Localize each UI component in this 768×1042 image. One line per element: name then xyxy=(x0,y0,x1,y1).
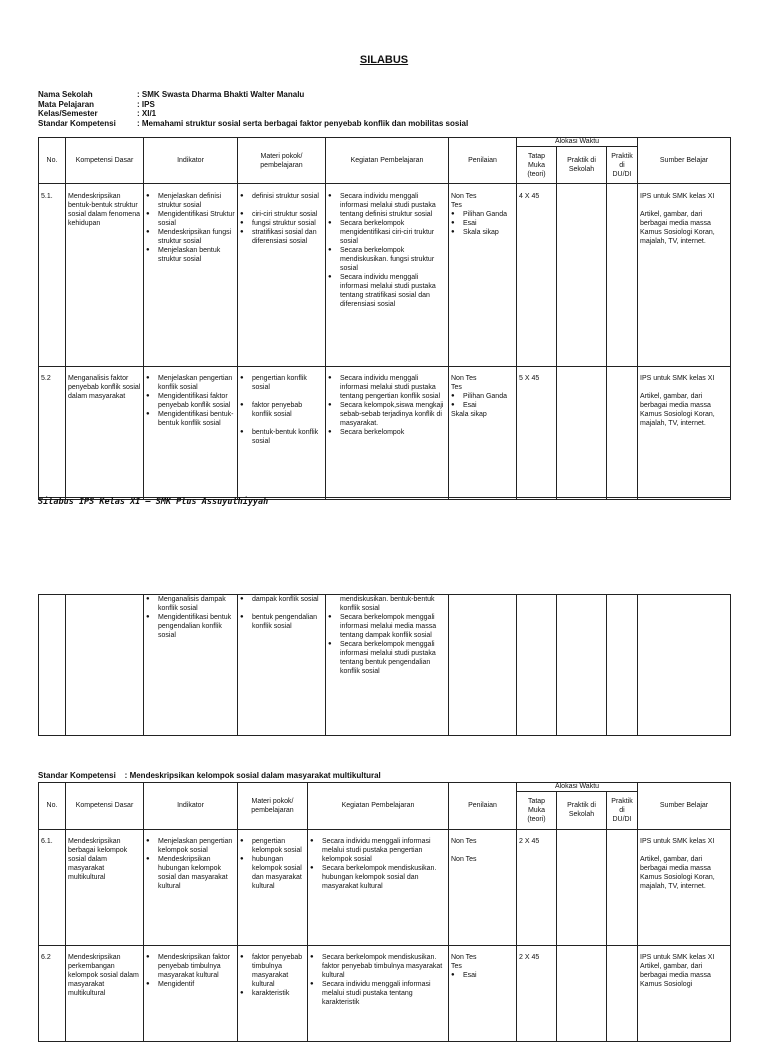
cell-kegiatan xyxy=(326,367,449,500)
list-item: ● Menjelaskan pengertian konflik sosial xyxy=(146,374,235,392)
header-no: No. xyxy=(39,138,66,184)
list-item: ● fungsi struktur sosial xyxy=(240,219,323,228)
cell-indikator xyxy=(144,829,238,945)
header-praktik-dudi: Praktik di DU/DI xyxy=(607,792,638,829)
cell-tatap: 4 X 45 xyxy=(517,184,557,367)
list-item: ● Secara individu menggali informasi melalui studi pustaka tentang stratifikasi sosial dan diferensiasi sosial xyxy=(328,273,446,309)
header-penilaian: Penilaian xyxy=(449,783,517,830)
source-text: IPS untuk SMK kelas XI xyxy=(640,375,715,382)
school-info xyxy=(38,90,468,128)
header-praktik-dudi: Praktik di DU/DI xyxy=(607,147,638,184)
cell-praktik-dudi xyxy=(607,184,638,367)
header-sumber: Sumber Belajar xyxy=(638,138,731,184)
cell-kegiatan xyxy=(308,945,449,1041)
info-label: Kelas/Semester xyxy=(38,109,98,118)
info-label: Nama Sekolah xyxy=(38,90,93,99)
info-value: : SMK Swasta Dharma Bhakti Walter Manalu xyxy=(137,90,305,99)
list-item: ● Secara individu menggali informasi melalui studi pustaka tentang definisi struktur sosial xyxy=(328,192,446,219)
info-label: Mata Pelajaran xyxy=(38,99,95,109)
source-text: Artikel, gambar, dari berbagai media massa Kamus Sosiologi Koran, majalah, TV, internet. xyxy=(640,393,715,427)
list-item: ● Mengidentifikasi faktor penyebab konflik sosial xyxy=(146,392,235,410)
info-value: : XI/1 xyxy=(137,109,157,118)
standard-competency-2: Standar Kompetensi : Mendeskripsikan kelompok sosial dalam masyarakat multikultural xyxy=(38,771,381,780)
info-school-name xyxy=(38,90,468,100)
list-item: ● Menjelaskan bentuk struktur sosial xyxy=(146,246,235,264)
cell-kegiatan xyxy=(308,829,449,945)
assessment-label: Non Tes xyxy=(451,953,477,961)
cell-tatap xyxy=(517,595,557,736)
cell-materi xyxy=(238,829,308,945)
list-item: ● Menjelaskan pengertian kelompok sosial xyxy=(146,837,235,855)
list-item: ● Secara berkelompok xyxy=(328,428,446,437)
cell-indikator xyxy=(144,595,238,736)
list-item: ● Mengidentifikasi bentuk pengendalian konflik sosial xyxy=(146,613,235,640)
header-kd: Kompetensi Dasar xyxy=(66,783,144,830)
syllabus-table-continued xyxy=(38,594,731,736)
table-row xyxy=(39,829,731,945)
list-item: ● Pilihan Ganda xyxy=(451,210,514,219)
cell-sumber xyxy=(638,595,731,736)
page-footer: Silabus IPS Kelas XI – SMK Plus Assuyuthiyyah xyxy=(38,497,269,507)
cell-praktik-sekolah xyxy=(557,945,607,1041)
list-item: ● stratifikasi sosial dan diferensiasi sosial xyxy=(240,228,323,246)
cell-penilaian xyxy=(449,829,517,945)
header-alokasi: Alokasi Waktu xyxy=(517,138,638,147)
list-item: ● Mendeskripsikan fungsi struktur sosial xyxy=(146,228,235,246)
assessment-label: Non Tes xyxy=(451,193,477,200)
list-item: ● karakteristik xyxy=(240,989,305,998)
list-item: ● pengertian kelompok sosial xyxy=(240,837,305,855)
header-materi: Materi pokok/ pembelajaran xyxy=(238,138,326,184)
header-praktik-sekolah: Praktik di Sekolah xyxy=(557,147,607,184)
cell-kegiatan xyxy=(326,184,449,367)
header-indikator: Indikator xyxy=(144,138,238,184)
syllabus-table-2 xyxy=(38,782,731,1042)
list-item: ● Secara berkelompok mendiskusikan. fungsi struktur sosial xyxy=(328,246,446,273)
cell-praktik-sekolah xyxy=(557,595,607,736)
cell-praktik-sekolah xyxy=(557,184,607,367)
list-item: ● Secara individu menggali informasi melalui studi pustaka tentang pengertian konflik sosial xyxy=(328,374,446,401)
cell-praktik-sekolah xyxy=(557,829,607,945)
list-item: ● Secara berkelompok menggali informasi melalui media massa tentang dampak konflik sosial xyxy=(328,613,446,640)
cell-materi xyxy=(238,367,326,500)
assessment-label: Non Tes xyxy=(451,375,477,382)
assessment-label: Tes xyxy=(451,202,462,209)
page-title: SILABUS xyxy=(359,54,409,66)
assessment-label: Non Tes xyxy=(451,837,477,845)
header-kd: Kompetensi Dasar xyxy=(66,138,144,184)
header-alokasi: Alokasi Waktu xyxy=(517,783,638,792)
table-row xyxy=(39,945,731,1041)
list-item: ● Mendeskripsikan hubungan kelompok sosial dan masyarakat kultural xyxy=(146,855,235,891)
syllabus-table-1 xyxy=(38,137,731,500)
list-continuation: mendiskusikan. bentuk-bentuk konflik sosial xyxy=(340,596,435,612)
list-item: ● Pilihan Ganda xyxy=(451,392,514,401)
cell-kd: Mendeskripsikan bentuk-bentuk struktur sosial dalam fenomena kehidupan xyxy=(66,184,144,367)
header-kegiatan: Kegiatan Pembelajaran xyxy=(326,138,449,184)
cell-no xyxy=(39,595,66,736)
list-item: ● Secara kelompok,siswa mengkaji sebab-sebab terjadinya konflik di masyarakat. xyxy=(328,401,446,428)
list-item: ● dampak konflik sosial xyxy=(240,595,323,604)
cell-praktik-dudi xyxy=(607,829,638,945)
info-value: : IPS xyxy=(137,99,155,109)
cell-praktik-sekolah xyxy=(557,367,607,500)
list-item: ● Secara berkelompok mendiskusikan. hubungan kelompok sosial dan masyarakat kultural xyxy=(310,864,446,891)
list-item: ● pengertian konflik sosial xyxy=(240,374,323,392)
info-subject xyxy=(38,100,468,110)
list-item: ● Menganalisis dampak konflik sosial xyxy=(146,595,235,613)
source-text: IPS untuk SMK kelas XI xyxy=(640,953,715,961)
list-item: ● Secara berkelompok mengidentifikasi ciri-ciri truktur sosial xyxy=(328,219,446,246)
list-item: ● Mengidentifikasi bentuk-bentuk konflik sosial xyxy=(146,410,235,428)
cell-kd xyxy=(66,595,144,736)
cell-no: 5.1. xyxy=(39,184,66,367)
list-item: ● Secara individu menggali informasi melalui studi pustaka pengertian kelompok sosial xyxy=(310,837,446,864)
list-item: ● Esai xyxy=(451,401,514,410)
cell-indikator xyxy=(144,367,238,500)
cell-no: 5.2 xyxy=(39,367,66,500)
cell-kegiatan xyxy=(326,595,449,736)
table-row xyxy=(39,595,731,736)
header-materi: Materi pokok/ pembelajaran xyxy=(238,783,308,830)
list-item: ● Secara individu menggali informasi melalui studi pustaka tentang karakteristik xyxy=(310,980,446,1007)
cell-kd: Menganalisis faktor penyebab konflik sosial dalam masyarakat xyxy=(66,367,144,500)
list-item: ● hubungan kelompok sosial dan masyarakat kultural xyxy=(240,855,305,891)
cell-tatap: 2 X 45 xyxy=(517,829,557,945)
list-item: ● Mendeskripsikan faktor penyebab timbulnya masyarakat kultural xyxy=(146,953,235,980)
cell-materi xyxy=(238,945,308,1041)
cell-tatap: 2 X 45 xyxy=(517,945,557,1041)
list-item: ● faktor penyebab konflik sosial xyxy=(240,401,323,419)
header-praktik-sekolah: Praktik di Sekolah xyxy=(557,792,607,829)
cell-kd: Mendeskripsikan berbagai kelompok sosial dalam masyarakat multikultural xyxy=(66,829,144,945)
list-item: ● Skala sikap xyxy=(451,228,514,237)
cell-penilaian xyxy=(449,945,517,1041)
header-indikator: Indikator xyxy=(144,783,238,830)
table-row xyxy=(39,367,731,500)
header-no: No. xyxy=(39,783,66,830)
cell-sumber xyxy=(638,829,731,945)
header-kegiatan: Kegiatan Pembelajaran xyxy=(308,783,449,830)
list-item: ● Esai xyxy=(451,971,514,980)
list-item: ● Mengidentif xyxy=(146,980,235,989)
header-tatap: Tatap Muka (teori) xyxy=(517,147,557,184)
list-item: ● faktor penyebab timbulnya masyarakat kultural xyxy=(240,953,305,989)
cell-tatap: 5 X 45 xyxy=(517,367,557,500)
header-sumber: Sumber Belajar xyxy=(638,783,731,830)
cell-penilaian xyxy=(449,367,517,500)
cell-materi xyxy=(238,184,326,367)
list-item: ● ciri-ciri struktur sosial xyxy=(240,210,323,219)
list-item: ● Menjelaskan definisi struktur sosial xyxy=(146,192,235,210)
source-text: Artikel, gambar, dari berbagai media massa Kamus Sosiologi Koran, majalah, TV, internet. xyxy=(640,855,715,890)
table-row xyxy=(39,184,731,367)
source-text: IPS untuk SMK kelas XI xyxy=(640,837,715,845)
cell-materi xyxy=(238,595,326,736)
cell-penilaian xyxy=(449,184,517,367)
cell-indikator xyxy=(144,184,238,367)
assessment-label: Non Tes xyxy=(451,855,477,863)
cell-praktik-dudi xyxy=(607,945,638,1041)
header-penilaian: Penilaian xyxy=(449,138,517,184)
cell-praktik-dudi xyxy=(607,367,638,500)
cell-no: 6.1. xyxy=(39,829,66,945)
info-label: Standar Kompetensi xyxy=(38,118,116,128)
list-item: ● Secara berkelompok mendiskusikan. faktor penyebab timbulnya masyarakat kultural xyxy=(310,953,446,980)
info-standard xyxy=(38,119,468,129)
cell-indikator xyxy=(144,945,238,1041)
cell-no: 6.2 xyxy=(39,945,66,1041)
cell-praktik-dudi xyxy=(607,595,638,736)
info-value: : Memahami struktur sosial serta berbagai faktor penyebab konflik dan mobilitas sosial xyxy=(137,118,469,128)
assessment-label: Skala sikap xyxy=(451,411,487,418)
source-text: Artikel, gambar, dari berbagai media massa Kamus Sosiologi xyxy=(640,962,711,988)
list-item: ● Esai xyxy=(451,219,514,228)
list-item: ● Secara berkelompok menggali informasi melalui studi pustaka tentang bentuk pengendalian konflik sosial xyxy=(328,640,446,676)
assessment-label: Tes xyxy=(451,962,462,970)
source-text: Artikel, gambar, dari berbagai media massa Kamus Sosiologi Koran, majalah, TV, internet. xyxy=(640,211,715,245)
assessment-label: Tes xyxy=(451,384,462,391)
list-item: ● definisi struktur sosial xyxy=(240,192,323,201)
cell-kd: Mendeskripsikan perkembangan kelompok sosial dalam masyarakat multikultural xyxy=(66,945,144,1041)
info-class xyxy=(38,109,468,119)
cell-sumber xyxy=(638,367,731,500)
cell-penilaian xyxy=(449,595,517,736)
header-tatap: Tatap Muka (teori) xyxy=(517,792,557,829)
list-item: ● bentuk-bentuk konflik sosial xyxy=(240,428,323,446)
source-text: IPS untuk SMK kelas XI xyxy=(640,193,715,200)
cell-sumber xyxy=(638,184,731,367)
list-item: ● Mengidentifikasi Struktur sosial xyxy=(146,210,235,228)
cell-sumber xyxy=(638,945,731,1041)
list-item: ● bentuk pengendalian konflik sosial xyxy=(240,613,323,631)
